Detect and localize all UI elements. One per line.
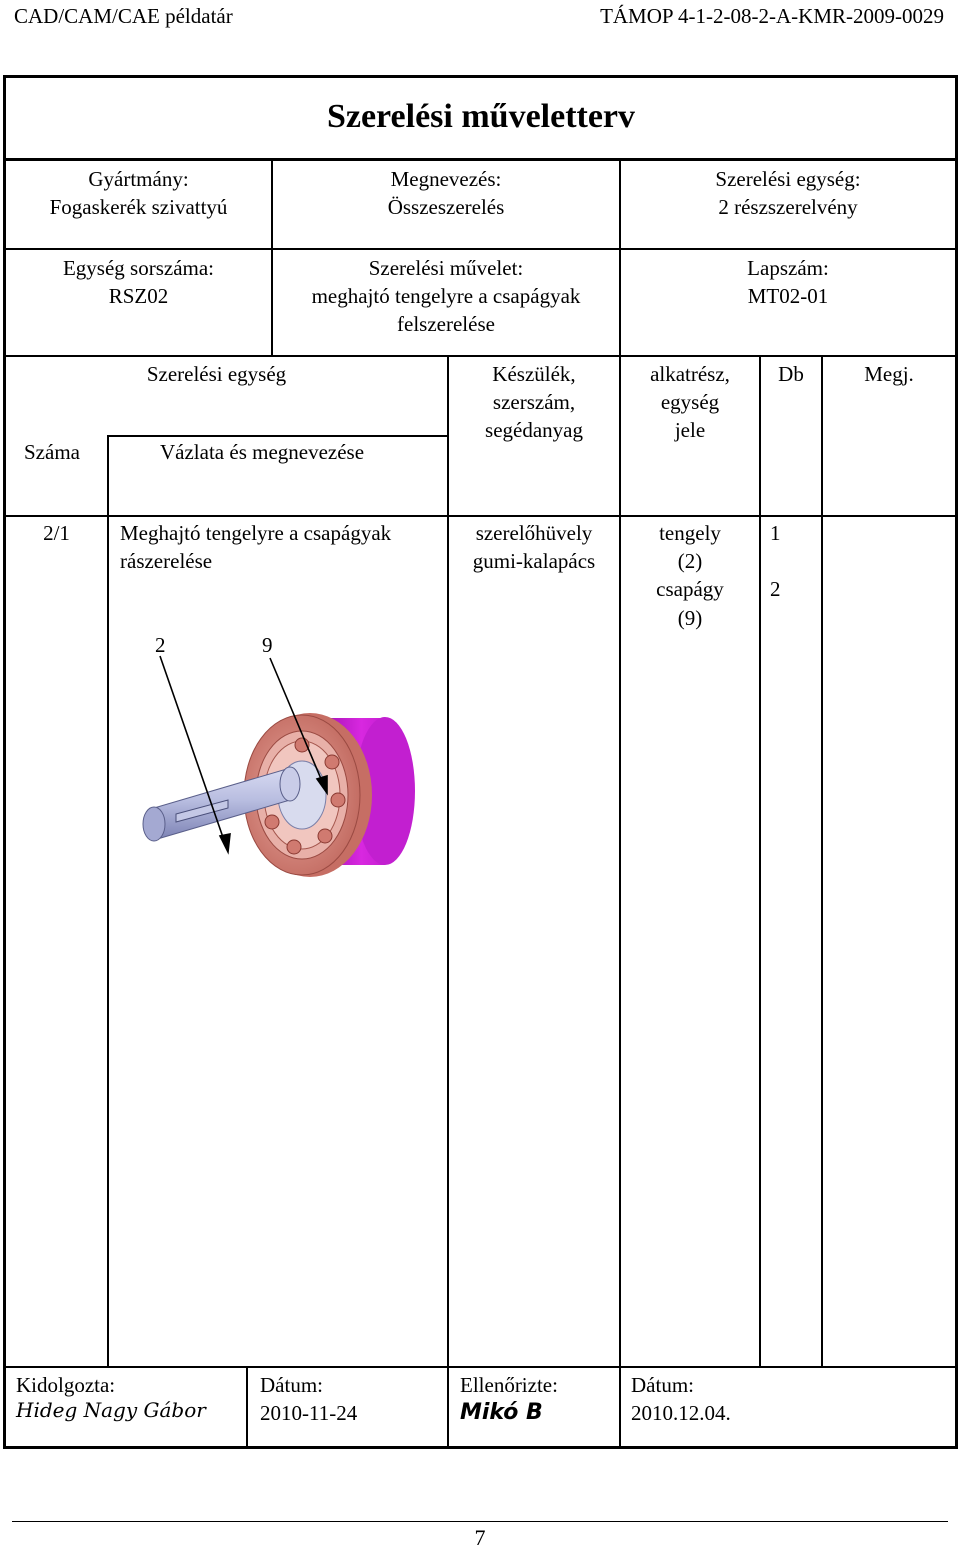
serial-value: RSZ02 bbox=[108, 284, 169, 308]
col-part-line2: egység bbox=[660, 390, 720, 414]
header-left: CAD/CAM/CAE példatár bbox=[14, 4, 233, 28]
row-part-1: tengely bbox=[659, 521, 721, 545]
operation-value-line2: felszerelése bbox=[397, 312, 495, 336]
col-qty: Db bbox=[778, 362, 804, 386]
row-number: 2/1 bbox=[43, 521, 70, 545]
footer-rule bbox=[12, 1521, 948, 1522]
unit-label: Szerelési egység: bbox=[715, 167, 861, 191]
form-title: Szerelési műveletterv bbox=[326, 98, 636, 135]
col-tool-line2: szerszám, bbox=[492, 390, 576, 414]
operation-label: Szerelési művelet: bbox=[368, 256, 524, 280]
checked-signature: Mikó B bbox=[460, 1400, 543, 1425]
header-right: TÁMOP 4-1-2-08-2-A-KMR-2009-0029 bbox=[600, 4, 944, 28]
operation-value-line1: meghajtó tengelyre a csapágyak bbox=[311, 284, 581, 308]
col-part-line1: alkatrész, bbox=[650, 362, 730, 386]
col-tool-line1: Készülék, bbox=[492, 362, 576, 386]
col-note: Megj. bbox=[864, 362, 914, 386]
row-qty-1: 1 bbox=[770, 521, 781, 545]
row-part-4: (9) bbox=[677, 606, 703, 630]
callout-label-bearing: 9 bbox=[262, 633, 273, 657]
prepared-signature: Hideg Nagy Gábor bbox=[16, 1398, 206, 1422]
col-sketch: Vázlata és megnevezése bbox=[160, 440, 365, 464]
callout-label-shaft: 2 bbox=[155, 633, 166, 657]
checked-label: Ellenőrizte: bbox=[460, 1373, 558, 1397]
col-part-line3: jele bbox=[674, 418, 706, 442]
col-unit-group bbox=[6, 360, 447, 388]
date2-label: Dátum: bbox=[631, 1373, 694, 1397]
assembly-sketch bbox=[120, 650, 440, 910]
product-value: Fogaskerék szivattyú bbox=[49, 195, 228, 219]
sheet-label: Lapszám: bbox=[747, 256, 829, 280]
col-tool-line3: segédanyag bbox=[485, 418, 583, 442]
unit-value: 2 részszerelvény bbox=[718, 195, 858, 219]
col-unit-group-text: Szerelési egység bbox=[146, 362, 287, 386]
col-number: Száma bbox=[24, 440, 80, 464]
row-qty-2: 2 bbox=[770, 577, 781, 601]
date2-value: 2010.12.04. bbox=[631, 1401, 731, 1425]
row-description-line2: rászerelése bbox=[120, 549, 213, 573]
serial-label: Egység sorszáma: bbox=[62, 256, 215, 280]
date1-value: 2010-11-24 bbox=[260, 1401, 358, 1425]
row-tools-line1: szerelőhüvely bbox=[475, 521, 593, 545]
name-label: Megnevezés: bbox=[390, 167, 502, 191]
prepared-label: Kidolgozta: bbox=[16, 1373, 116, 1397]
row-description-line1: Meghajtó tengelyre a csapágyak bbox=[120, 521, 392, 545]
row-part-2: (2) bbox=[677, 549, 703, 573]
name-value: Összeszerelés bbox=[387, 195, 505, 219]
date1-label: Dátum: bbox=[260, 1373, 323, 1397]
page-number: 7 bbox=[474, 1525, 486, 1550]
sheet-value: MT02-01 bbox=[747, 284, 829, 308]
product-label: Gyártmány: bbox=[88, 167, 189, 191]
row-tools-line2: gumi-kalapács bbox=[472, 549, 596, 573]
row-part-3: csapágy bbox=[656, 577, 724, 601]
